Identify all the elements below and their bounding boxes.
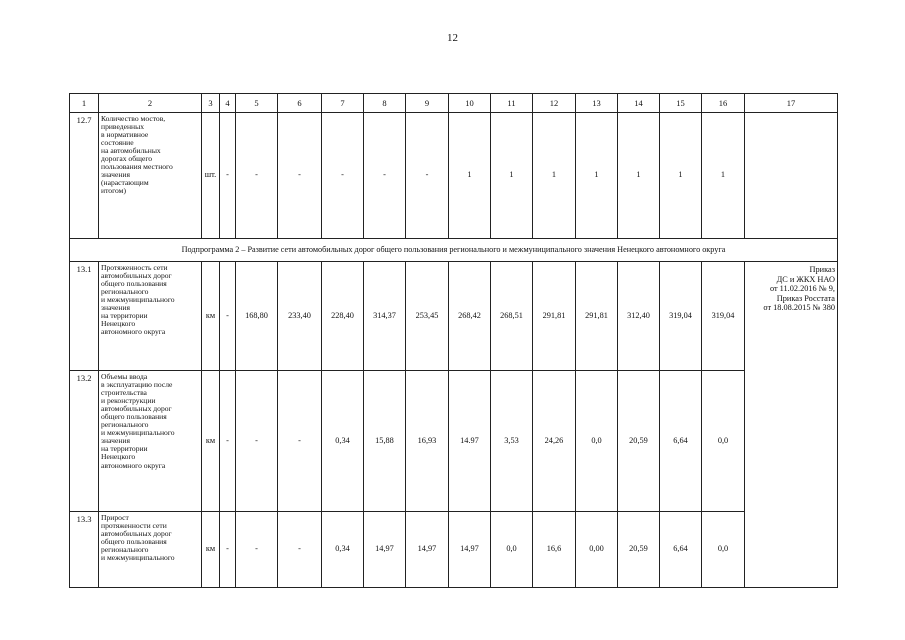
- col4-cell: -: [220, 262, 236, 371]
- col4-cell: -: [220, 113, 236, 239]
- value-cell: 319,04: [702, 262, 745, 371]
- value-cell: 168,80: [236, 262, 278, 371]
- value-cell: 0,34: [322, 512, 364, 588]
- unit-cell: шт.: [202, 113, 220, 239]
- value-cell: 0,0: [702, 512, 745, 588]
- value-cell: -: [406, 113, 449, 239]
- value-cell: -: [278, 371, 322, 512]
- value-cell: -: [278, 512, 322, 588]
- table-row: [70, 262, 838, 371]
- header-cell: 8: [364, 94, 406, 113]
- value-cell: 1: [491, 113, 533, 239]
- value-cell: 0,34: [322, 371, 364, 512]
- value-cell: 24,26: [533, 371, 576, 512]
- value-cell: 0,0: [491, 512, 533, 588]
- value-cell: -: [236, 512, 278, 588]
- row-number: 13.2: [70, 371, 99, 512]
- value-cell: 233,40: [278, 262, 322, 371]
- header-cell: 16: [702, 94, 745, 113]
- value-cell: 319,04: [660, 262, 702, 371]
- value-cell: 20,59: [618, 371, 660, 512]
- value-cell: 268,51: [491, 262, 533, 371]
- header-cell: 10: [449, 94, 491, 113]
- header-cell: 4: [220, 94, 236, 113]
- indicator-name: Количество мостов, приведенных в нормативное состояние на автомобильных дорогах общего пользования местного значения (нарастающим итогом): [99, 113, 202, 239]
- value-cell: 14.97: [449, 371, 491, 512]
- value-cell: 0,0: [576, 371, 618, 512]
- row-number: 13.1: [70, 262, 99, 371]
- source-cell: Приказ ДС и ЖКХ НАО от 11.02.2016 № 9, Приказ Росстата от 18.08.2015 № 380: [745, 262, 838, 588]
- header-cell: 5: [236, 94, 278, 113]
- value-cell: -: [322, 113, 364, 239]
- header-cell: 11: [491, 94, 533, 113]
- value-cell: 3,53: [491, 371, 533, 512]
- header-cell: 3: [202, 94, 220, 113]
- value-cell: 1: [533, 113, 576, 239]
- unit-cell: км: [202, 262, 220, 371]
- value-cell: 228,40: [322, 262, 364, 371]
- page-number: 12: [447, 32, 458, 44]
- value-cell: 14,97: [364, 512, 406, 588]
- header-cell: 9: [406, 94, 449, 113]
- header-cell: 14: [618, 94, 660, 113]
- table-header-row: [70, 94, 838, 113]
- value-cell: 1: [702, 113, 745, 239]
- value-cell: 16,6: [533, 512, 576, 588]
- value-cell: 6,64: [660, 371, 702, 512]
- header-cell: 2: [99, 94, 202, 113]
- value-cell: -: [236, 113, 278, 239]
- header-cell: 12: [533, 94, 576, 113]
- value-cell: 1: [660, 113, 702, 239]
- table-row: [70, 512, 838, 588]
- value-cell: 1: [576, 113, 618, 239]
- indicator-name: Протяженность сети автомобильных дорог общего пользования регионального и межмуниципального значения на территории Ненецкого автономного округа: [99, 262, 202, 371]
- header-cell: 13: [576, 94, 618, 113]
- row-number: 13.3: [70, 512, 99, 588]
- header-cell: 6: [278, 94, 322, 113]
- value-cell: -: [278, 113, 322, 239]
- indicators-table: [69, 93, 838, 588]
- row-number: 12.7: [70, 113, 99, 239]
- table-row: [70, 371, 838, 512]
- subprogram-row: [70, 239, 838, 262]
- value-cell: 14,97: [449, 512, 491, 588]
- col4-cell: -: [220, 512, 236, 588]
- value-cell: 253,45: [406, 262, 449, 371]
- value-cell: 16,93: [406, 371, 449, 512]
- unit-cell: км: [202, 371, 220, 512]
- indicator-name: Объемы ввода в эксплуатацию после строительства и реконструкции автомобильных дорог общего пользования регионального и межмуниципального значения на территории Ненецкого автономного округа: [99, 371, 202, 512]
- header-cell: 7: [322, 94, 364, 113]
- indicator-name: Прирост протяженности сети автомобильных дорог общего пользования регионального и межмуниципального: [99, 512, 202, 588]
- table-row: [70, 113, 838, 239]
- source-cell: [745, 113, 838, 239]
- value-cell: 268,42: [449, 262, 491, 371]
- value-cell: -: [364, 113, 406, 239]
- value-cell: 314,37: [364, 262, 406, 371]
- value-cell: 291,81: [576, 262, 618, 371]
- value-cell: 312,40: [618, 262, 660, 371]
- value-cell: 6,64: [660, 512, 702, 588]
- col4-cell: -: [220, 371, 236, 512]
- subprogram-title: Подпрограмма 2 – Развитие сети автомобильных дорог общего пользования регионального и межмуниципального значения Ненецкого автономного округа: [70, 239, 838, 262]
- value-cell: 15,88: [364, 371, 406, 512]
- unit-cell: км: [202, 512, 220, 588]
- value-cell: 0,00: [576, 512, 618, 588]
- header-cell: 17: [745, 94, 838, 113]
- value-cell: -: [236, 371, 278, 512]
- value-cell: 291,81: [533, 262, 576, 371]
- value-cell: 20,59: [618, 512, 660, 588]
- value-cell: 1: [618, 113, 660, 239]
- header-cell: 1: [70, 94, 99, 113]
- value-cell: 0,0: [702, 371, 745, 512]
- value-cell: 1: [449, 113, 491, 239]
- header-cell: 15: [660, 94, 702, 113]
- value-cell: 14,97: [406, 512, 449, 588]
